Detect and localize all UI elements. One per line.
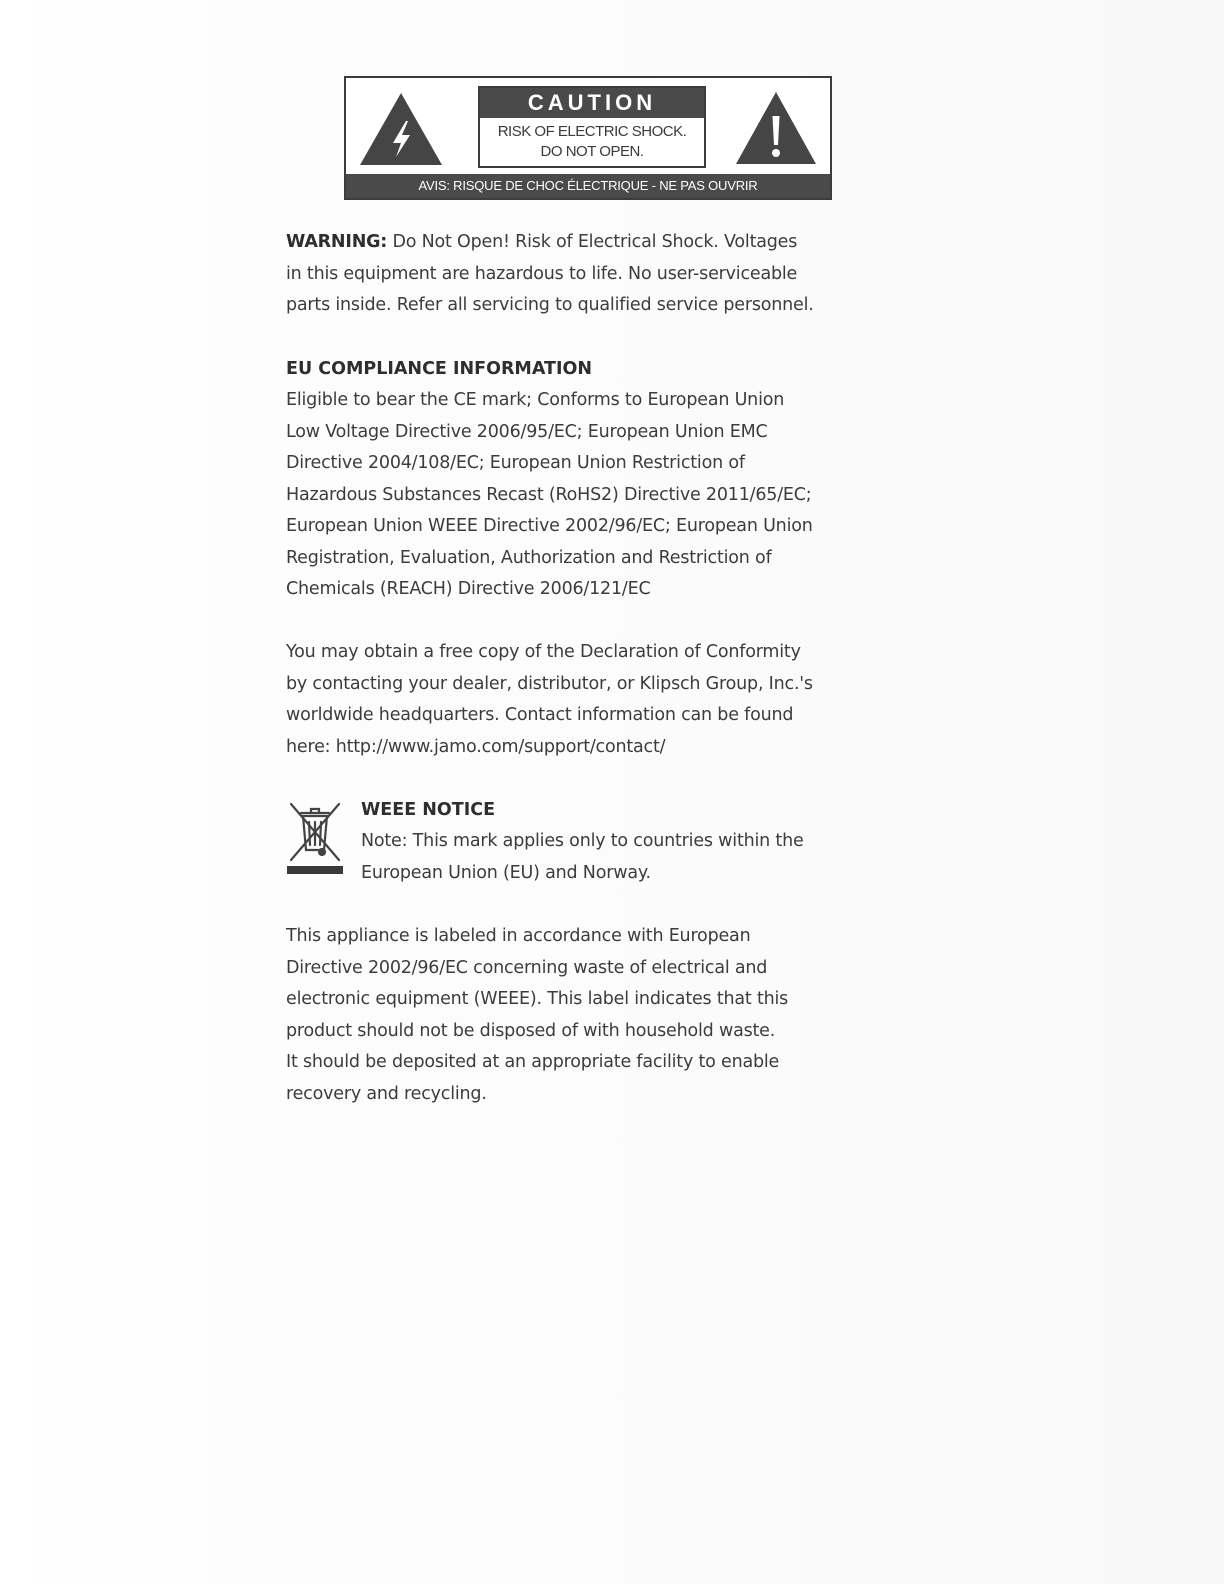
eu-line-2: Low Voltage Directive 2006/95/EC; European Union EMC — [286, 421, 768, 442]
appliance-line-2: Directive 2002/96/EC concerning waste of electrical and — [286, 957, 768, 978]
declaration-line-2: by contacting your dealer, distributor, or Klipsch Group, Inc.'s — [286, 673, 813, 694]
warning-paragraph — [286, 227, 926, 322]
appliance-line-5: It should be deposited at an appropriate facility to enable — [286, 1052, 780, 1072]
crossed-out-wheelie-bin-icon — [287, 800, 343, 876]
eu-line-3: Directive 2004/108/EC; European Union Restriction of — [286, 453, 745, 473]
caution-line-2: DO NOT OPEN. — [540, 143, 644, 160]
eu-compliance-paragraph — [286, 385, 926, 606]
eu-compliance-heading: EU COMPLIANCE INFORMATION — [286, 359, 592, 379]
warning-line-3: parts inside. Refer all servicing to qualified service personnel. — [286, 295, 814, 315]
warning-label: WARNING: — [286, 232, 388, 252]
declaration-line-4: here: http://www.jamo.com/support/contact/ — [286, 736, 666, 757]
declaration-line-1: You may obtain a free copy of the Declaration of Conformity — [286, 642, 801, 662]
warning-line — [286, 227, 926, 259]
appliance-line-4: product should not be disposed of with household waste. — [286, 1020, 776, 1041]
caution-line-1: RISK OF ELECTRIC SHOCK. — [497, 123, 687, 140]
caution-title: CAUTION — [480, 88, 704, 118]
appliance-line-3: electronic equipment (WEEE). This label indicates that this — [286, 989, 789, 1009]
warning-line-2: in this equipment are hazardous to life. No user-serviceable — [286, 263, 798, 284]
caution-label — [344, 76, 832, 200]
lightning-warning-icon — [358, 91, 444, 167]
weee-note-line-2: European Union (EU) and Norway. — [361, 862, 651, 883]
declaration-paragraph — [286, 637, 926, 763]
eu-line-4: Hazardous Substances Recast (RoHS2) Directive 2011/65/EC; — [286, 484, 812, 505]
declaration-line-3: worldwide headquarters. Contact information can be found — [286, 705, 794, 725]
appliance-line-1: This appliance is labeled in accordance with European — [286, 926, 751, 946]
caution-subtitle — [480, 118, 704, 162]
warning-line-1: Do Not Open! Risk of Electrical Shock. Voltages — [387, 232, 798, 252]
weee-notice-heading: WEEE NOTICE — [361, 800, 496, 820]
exclamation-warning-icon — [734, 90, 818, 166]
caution-box — [478, 86, 706, 168]
avis-bar: AVIS: RISQUE DE CHOC ÉLECTRIQUE - NE PAS OUVRIR — [346, 174, 830, 198]
weee-note — [361, 826, 804, 889]
eu-line-6: Registration, Evaluation, Authorization and Restriction of — [286, 547, 772, 568]
eu-line-7: Chemicals (REACH) Directive 2006/121/EC — [286, 579, 651, 599]
appliance-paragraph — [286, 921, 926, 1110]
eu-line-1: Eligible to bear the CE mark; Conforms to European Union — [286, 390, 785, 410]
appliance-line-6: recovery and recycling. — [286, 1083, 487, 1104]
eu-line-5: European Union WEEE Directive 2002/96/EC; European Union — [286, 516, 813, 536]
weee-note-line-1: Note: This mark applies only to countries within the — [361, 831, 804, 851]
